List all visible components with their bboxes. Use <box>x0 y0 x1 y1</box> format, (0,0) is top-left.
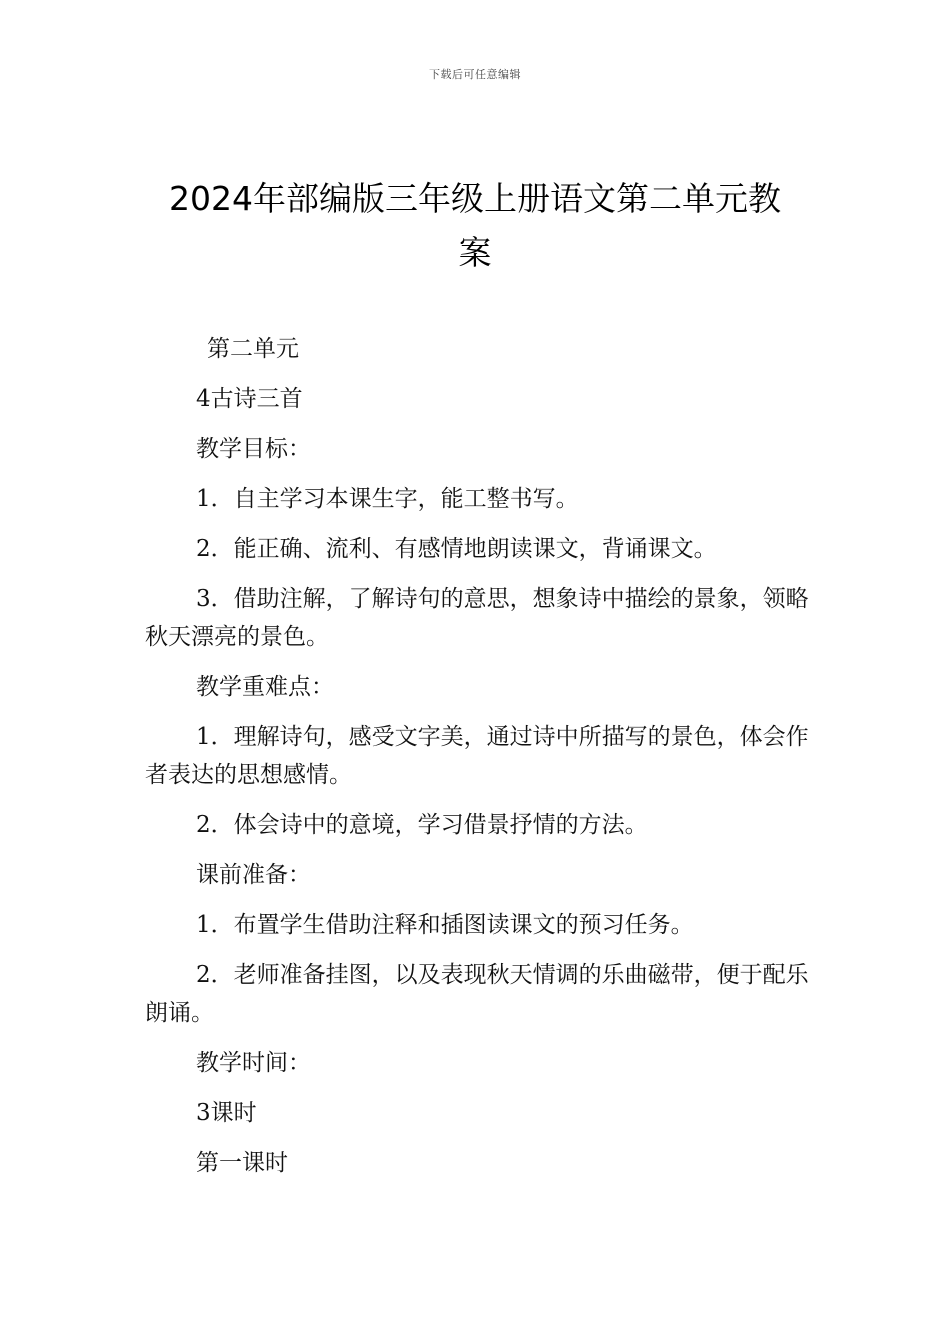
preparation-item-2: 2．老师准备挂图，以及表现秋天情调的乐曲磁带，便于配乐朗诵。 <box>145 962 809 1026</box>
page-header <box>0 66 950 82</box>
key-point-item-2: 2．体会诗中的意境，学习借景抒情的方法。 <box>196 812 648 838</box>
lesson-title: 4古诗三首 <box>196 386 303 412</box>
header-text: 下载后可任意编辑 <box>429 68 521 81</box>
objective-item-3: 3．借助注解，了解诗句的意思，想象诗中描绘的景象，领略秋天漂亮的景色。 <box>145 586 809 650</box>
section-heading-preparation: 课前准备： <box>196 862 311 888</box>
unit-heading: 第二单元 <box>207 336 299 362</box>
document-body <box>145 330 815 1194</box>
section-heading-time: 教学时间： <box>196 1050 311 1076</box>
preparation-item-1: 1．布置学生借助注释和插图读课文的预习任务。 <box>196 912 694 938</box>
section-heading-key-points: 教学重难点： <box>196 674 334 700</box>
first-lesson-heading: 第一课时 <box>196 1150 288 1176</box>
document-title <box>140 172 810 280</box>
title-line-1: 2024年部编版三年级上册语文第二单元教 <box>169 179 781 218</box>
objective-item-2: 2．能正确、流利、有感情地朗读课文，背诵课文。 <box>196 536 717 562</box>
key-point-item-1: 1．理解诗句，感受文字美，通过诗中所描写的景色，体会作者表达的思想感情。 <box>145 724 809 788</box>
objective-item-1: 1．自主学习本课生字，能工整书写。 <box>196 486 579 512</box>
section-heading-objectives: 教学目标： <box>196 436 311 462</box>
title-line-2: 案 <box>458 233 492 272</box>
time-value: 3课时 <box>196 1100 257 1126</box>
